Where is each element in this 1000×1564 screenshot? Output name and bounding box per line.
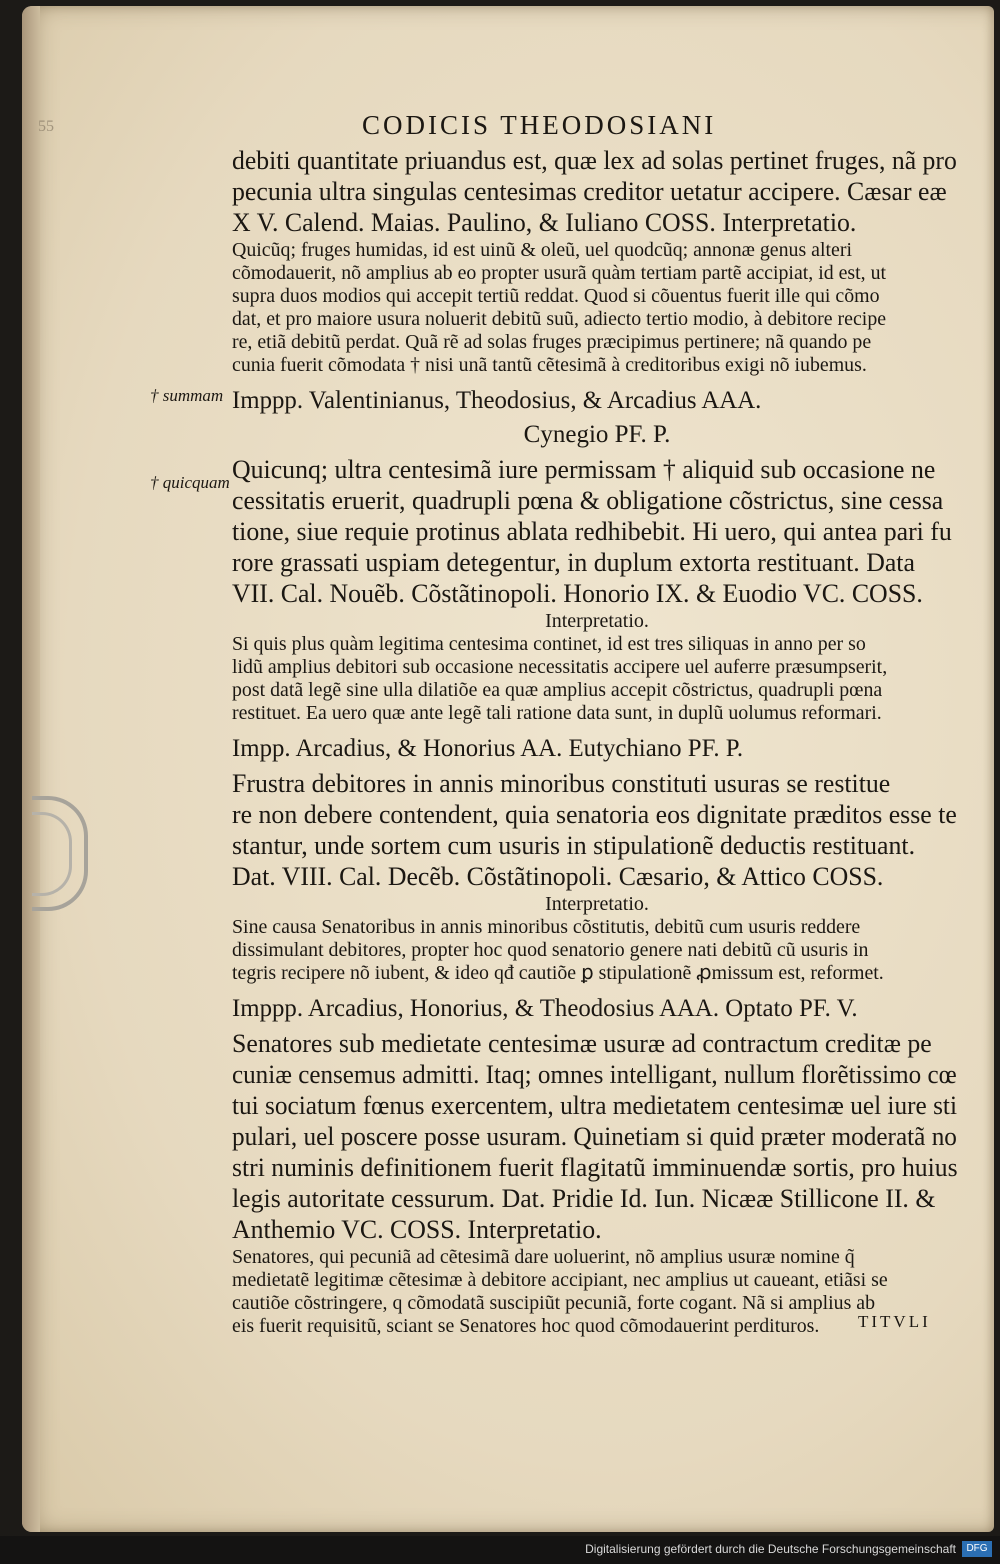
interpretation-text-line: Si quis plus quàm legitima centesima continet, id est tres siliquas in anno per so — [232, 633, 866, 655]
law-addressee: Cynegio PF. P. — [523, 421, 671, 448]
section-gap — [232, 377, 962, 387]
paper-clip-inner — [32, 812, 72, 896]
law-text-line: rore grassati uspiam detegentur, in duplum extorta restituant. Data — [232, 548, 915, 577]
interpretation-text-line: Quicũq; fruges humidas, id est uinũ & oleũ, uel quodcũq; annonæ genus alteri — [232, 239, 852, 261]
law-text-line: cessitatis eruerit, quadrupli pœna & obligatione cõstrictus, sine cessa — [232, 486, 944, 515]
interpretation-text-line: cõmodauerit, nõ amplius ab eo propter usurã quàm tertiam partẽ accipiat, id est, ut — [232, 262, 887, 284]
interpretatio-label: Interpretatio. — [545, 893, 649, 915]
interpretation-text-line: cunia fuerit cõmodata † nisi unã tantũ cẽtesimã à creditoribus exigi nõ iubemus. — [232, 354, 867, 376]
footer-credit: Digitalisierung gefördert durch die Deutsche Forschungsgemeinschaft — [585, 1542, 956, 1556]
interpretation-text-line: supra duos modios qui accepit tertiũ reddat. Quod si cõuentus fuerit ille qui cõmo — [232, 285, 880, 307]
law-heading: Imppp. Arcadius, Honorius, & Theodosius AAA. Optato PF. V. — [232, 995, 858, 1022]
law-text-line: pecunia ultra singulas centesimas creditor uetatur accipere. Cæsar eæ — [232, 177, 947, 206]
margin-note-summam: † summam — [150, 386, 224, 405]
law-text-line: Frustra debitores in annis minoribus constituti usuras se restitue — [232, 769, 891, 798]
dfg-logo: DFG — [962, 1541, 992, 1557]
catchword: TITVLI — [858, 1312, 931, 1331]
law-text-line: stantur, unde sortem cum usuris in stipulationẽ deductis restituant. — [232, 831, 916, 860]
law-text-line: Anthemio VC. COSS. Interpretatio. — [232, 1215, 602, 1244]
law-text-line: tione, siue requie protinus ablata redhibebit. Hi uero, qui antea pari fu — [232, 517, 952, 546]
interpretation-text-line: Sine causa Senatoribus in annis minoribus cõstitutis, debitũ cum usuris reddere — [232, 916, 861, 938]
interpretation-text-line: medietatẽ legitimæ cẽtesimæ à debitore accipiant, nec amplius ut caueant, etiãsi se — [232, 1269, 888, 1291]
interpretatio-label: Interpretatio. — [545, 610, 649, 632]
folio-mark: 55 — [38, 118, 54, 135]
law-text-line: X V. Calend. Maias. Paulino, & Iuliano COSS. Interpretatio. — [232, 208, 857, 237]
interpretation-text-line: tegris recipere nõ iubent, & ideo qđ cautiõe ꝑ stipulationẽ ꝓmissum est, reformet. — [232, 962, 884, 984]
law-heading: Impp. Arcadius, & Honorius AA. Eutychiano PF. P. — [232, 735, 744, 762]
interpretation-text-line: cautiõe cõstringere, q cõmodatã suscipiũt pecuniã, forte cogant. Nã si amplius ab — [232, 1292, 876, 1314]
margin-note-quicquam: † quicquam — [150, 473, 230, 492]
interpretation-text-line: dat, et pro maiore usura noluerit debitũ suũ, adiecto tertio modio, à debitore recipe — [232, 308, 887, 330]
interpretation-text-line: restituet. Ea uero quæ ante legẽ tali ratione data sunt, in duplũ uolumus reformari. — [232, 702, 882, 724]
law-text-line: legis autoritate cessurum. Dat. Pridie Id. Iun. Nicææ Stillicone II. & — [232, 1184, 936, 1213]
law-text-line: Quicunq; ultra centesimã iure permissam † aliquid sub occasione ne — [232, 455, 936, 484]
law-text-line: cuniæ censemus admitti. Itaq; omnes intelligant, nullum florẽtissimo cœ — [232, 1060, 957, 1089]
law-text-line: tui sociatum fœnus exercentem, ultra medietatem centesimæ uel iure sti — [232, 1091, 957, 1120]
page-edge — [22, 6, 40, 1532]
interpretation-text-line: post datã legẽ sine ulla dilatiõe ea quæ amplius accepit cõstrictus, quadrupli pœna — [232, 679, 883, 701]
interpretation-text-line: Senatores, qui pecuniã ad cẽtesimã dare uoluerint, nõ amplius usuræ nomine q̃ — [232, 1246, 855, 1268]
footer-bar — [0, 1536, 1000, 1564]
law-text-line: Senatores sub medietate centesimæ usuræ ad contractum creditæ pe — [232, 1029, 932, 1058]
law-text-line: Dat. VIII. Cal. Decẽb. Cõstãtinopoli. Cæsario, & Attico COSS. — [232, 862, 884, 891]
interpretation-text-line: lidũ amplius debitori sub occasione necessitatis accipere uel auferre præsumpserit, — [232, 656, 888, 678]
law-heading: Imppp. Valentinianus, Theodosius, & Arcadius AAA. — [232, 387, 762, 414]
section-gap — [232, 985, 962, 995]
interpretation-text-line: eis fuerit requisitũ, sciant se Senatores hoc quod cõmodauerint perdituros. — [232, 1315, 820, 1337]
law-text-line: stri numinis definitionem fuerit flagitatũ imminuendæ sortis, pro huius — [232, 1153, 958, 1182]
law-text-line: re non debere contendent, quia senatoria eos dignitate præditos esse te — [232, 800, 957, 829]
interpretation-text-line: re, etiã debitũ perdat. Quã rẽ ad solas fruges præcipimus pertinere; nã quando pe — [232, 331, 872, 353]
running-head: CODICIS THEODOSIANI — [362, 110, 717, 140]
law-text-line: debiti quantitate priuandus est, quæ lex ad solas pertinet fruges, nã pro — [232, 146, 957, 175]
section-gap — [232, 725, 962, 735]
interpretation-text-line: dissimulant debitores, propter hoc quod senatorio genere nati debitũ cũ usuris in — [232, 939, 869, 961]
law-text-line: VII. Cal. Nouẽb. Cõstãtinopoli. Honorio IX. & Euodio VC. COSS. — [232, 579, 923, 608]
body-text — [232, 146, 962, 1338]
law-text-line: pulari, uel poscere posse usuram. Quinetiam si quid præter moderatã no — [232, 1122, 957, 1151]
